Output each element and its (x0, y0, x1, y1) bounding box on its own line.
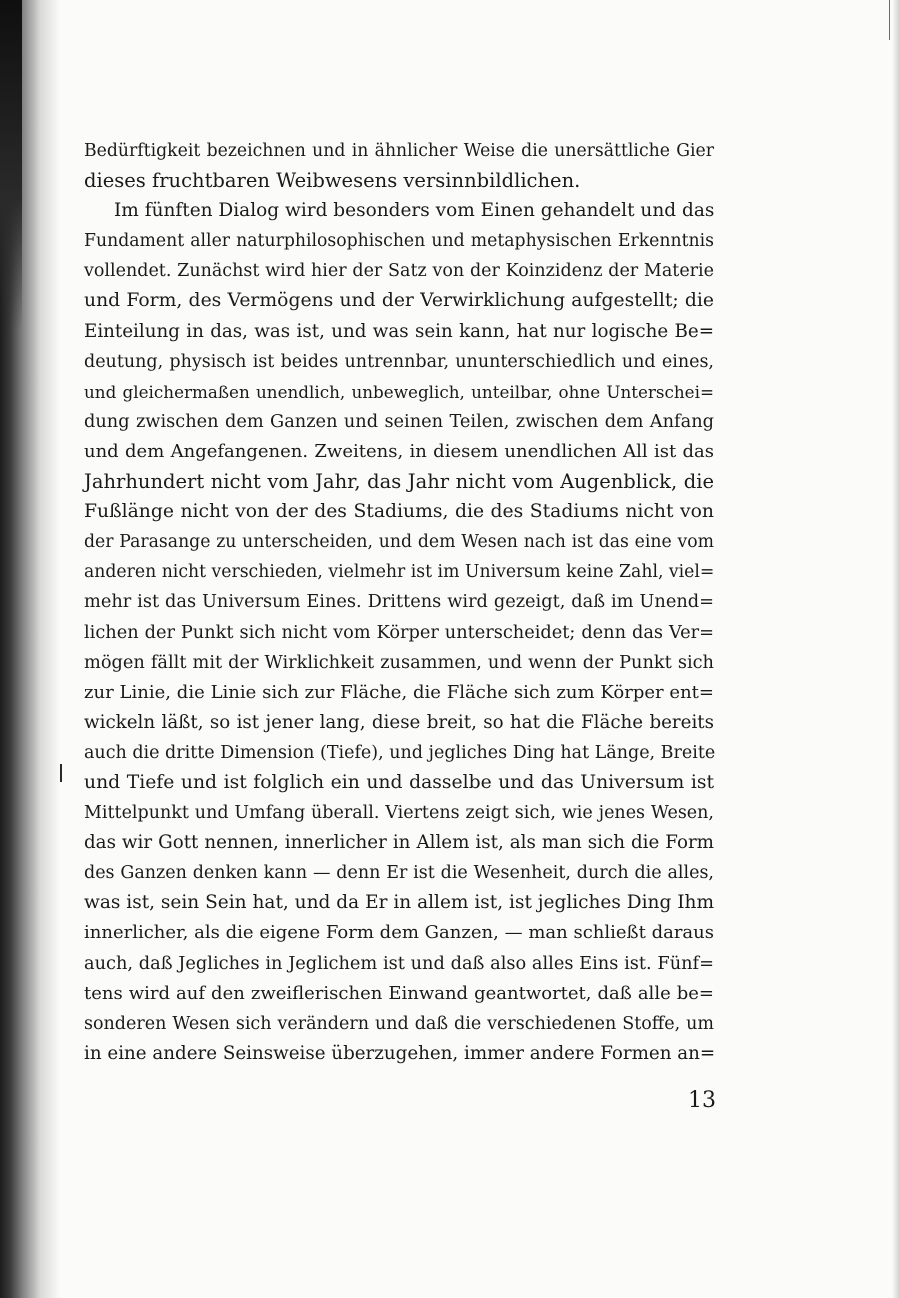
text-line: tens wird auf den zweiflerischen Einwand geantwortet, daß alle be= (84, 982, 714, 1004)
body-text (84, 136, 714, 1069)
text-line: mehr ist das Universum Eines. Drittens wird gezeigt, daß im Unend= (84, 592, 714, 613)
text-line: auch, daß Jegliches in Jeglichem ist und daß also alles Eins ist. Fünf= (84, 953, 714, 974)
page-edge-rule (889, 0, 890, 40)
text-line: auch die dritte Dimension (Tiefe), und jegliches Ding hat Länge, Breite (84, 742, 716, 763)
text-line: und Tiefe und ist folglich ein und dasselbe und das Universum ist (84, 771, 714, 793)
text-line: Einteilung in das, was ist, und was sein kann, hat nur logische Be= (84, 320, 714, 342)
text-line: deutung, physisch ist beides untrennbar, ununterschiedlich und eines, (84, 351, 714, 372)
text-line: innerlicher, als die eigene Form dem Ganzen, — man schließt daraus (84, 922, 714, 944)
text-line: in eine andere Seinsweise überzugehen, immer andere Formen an= (84, 1042, 716, 1064)
text-line: anderen nicht verschieden, vielmehr ist im Universum keine Zahl, viel= (84, 562, 715, 583)
page-binding-dark-corner (0, 0, 22, 330)
text-line: was ist, sein Sein hat, und da Er in allem ist, ist jegliches Ding Ihm (84, 892, 714, 914)
text-line: vollendet. Zunächst wird hier der Satz von der Koinzidenz der Materie (84, 261, 714, 282)
text-line: dieses fruchtbaren Weibwesens versinnbildlichen. (84, 169, 581, 193)
text-line: lichen der Punkt sich nicht vom Körper unterscheidet; denn das Ver= (84, 622, 714, 643)
text-line: dung zwischen dem Ganzen und seinen Teilen, zwischen dem Anfang (84, 411, 714, 432)
text-line: Fußlänge nicht von der des Stadiums, die des Stadiums nicht von (84, 501, 714, 523)
margin-mark (60, 764, 62, 782)
text-line: wickeln läßt, so ist jener lang, diese breit, so hat die Fläche bereits (84, 711, 714, 733)
text-line: Bedürftigkeit bezeichnen und in ähnlicher Weise die unersättliche Gier (84, 141, 714, 161)
text-line: zur Linie, die Linie sich zur Fläche, die Fläche sich zum Körper ent= (84, 681, 714, 703)
text-line: der Parasange zu unterscheiden, und dem Wesen nach ist das eine vom (84, 532, 714, 553)
text-line: Jahrhundert nicht vom Jahr, das Jahr nicht vom Augenblick, die (84, 470, 714, 494)
text-line: des Ganzen denken kann — denn Er ist die Wesenheit, durch die alles, (84, 863, 714, 884)
page-number: 13 (688, 1088, 716, 1113)
page-right-edge (892, 0, 900, 1298)
text-line: Fundament aller naturphilosophischen und metaphysischen Erkenntnis (84, 231, 714, 252)
text-line: sonderen Wesen sich verändern und daß die verschiedenen Stoffe, um (84, 1013, 714, 1034)
text-line: und dem Angefangenen. Zweitens, in diesem unendlichen All ist das (84, 440, 714, 462)
text-line: Mittelpunkt und Umfang überall. Viertens zeigt sich, wie jenes Wesen, (84, 803, 714, 824)
text-line: Im fünften Dialog wird besonders vom Einen gehandelt und das (114, 200, 715, 222)
text-line: und gleichermaßen unendlich, unbeweglich, unteilbar, ohne Unterschei= (84, 381, 714, 402)
text-line: das wir Gott nennen, innerlicher in Allem ist, als man sich die Form (84, 832, 714, 854)
text-line: mögen fällt mit der Wirklichkeit zusammen, und wenn der Punkt sich (84, 652, 714, 673)
text-line: und Form, des Vermögens und der Verwirklichung aufgestellt; die (84, 290, 714, 312)
